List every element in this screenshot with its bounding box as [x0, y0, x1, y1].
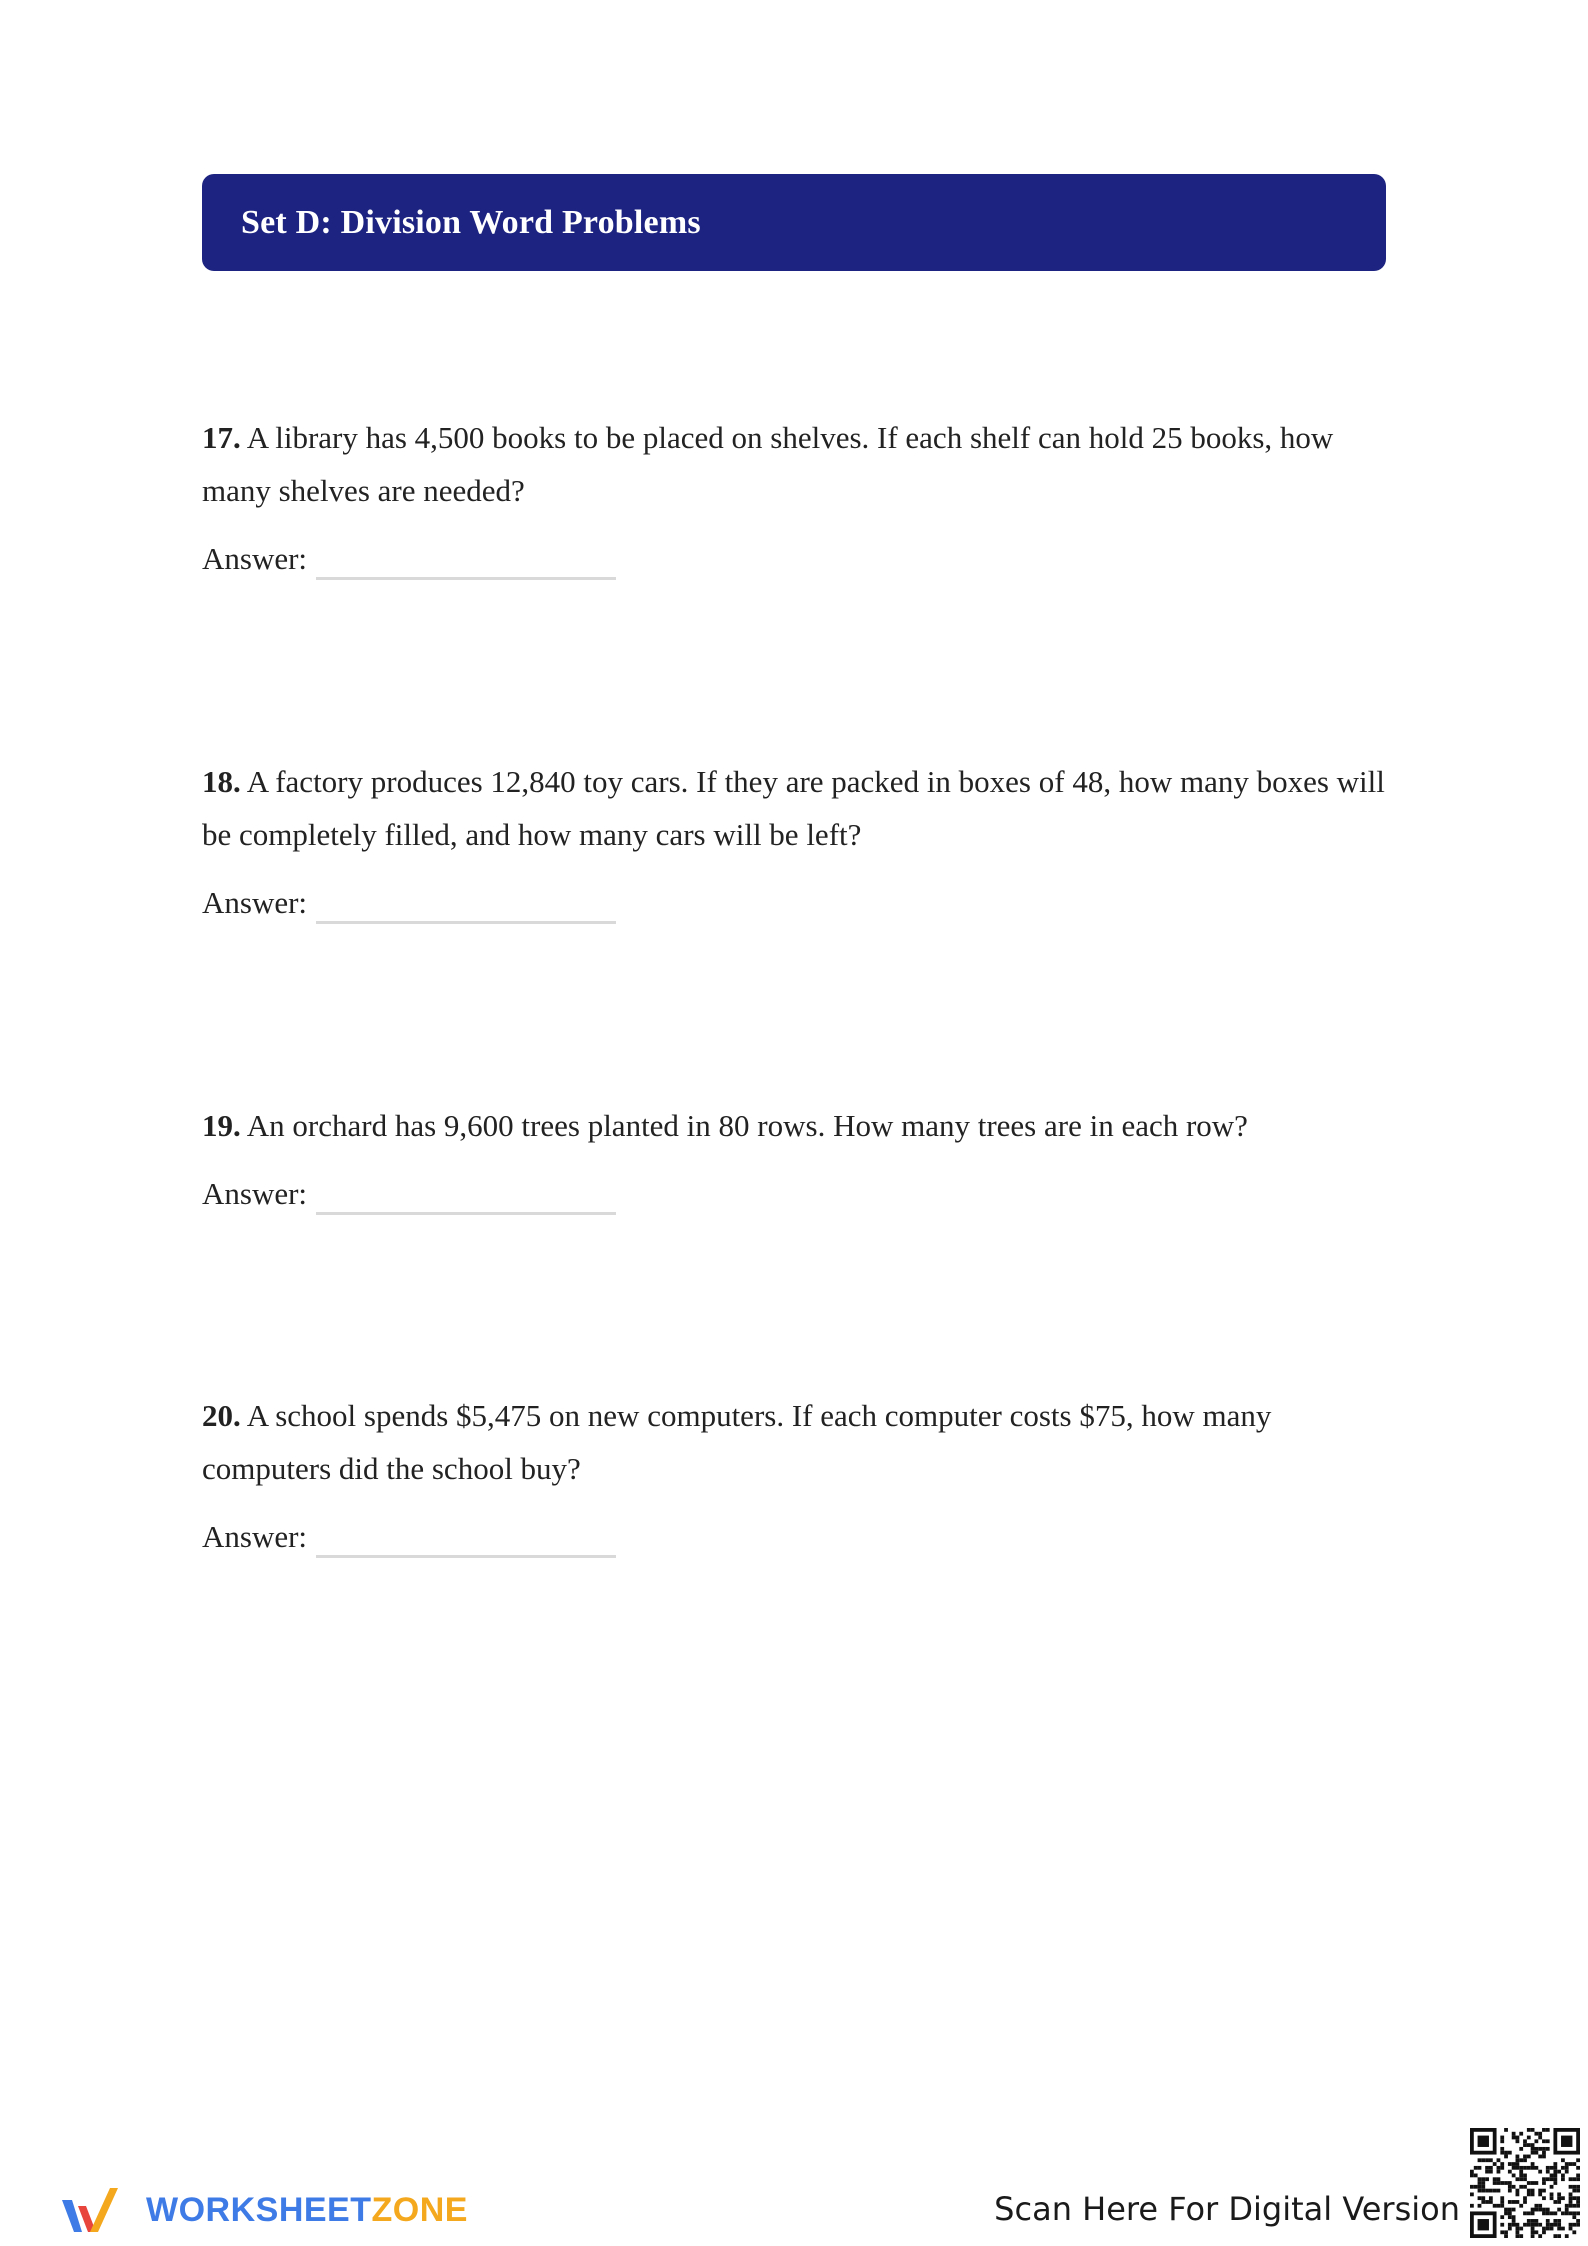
problem-17: [202, 411, 1386, 579]
scan-caption: Scan Here For Digital Version: [994, 2190, 1460, 2228]
answer-row: [202, 883, 1386, 923]
qr-code-icon[interactable]: [1470, 2128, 1580, 2238]
problem-question: A library has 4,500 books to be placed on shelves. If each shelf can hold 25 books, how many shelves are needed?: [202, 420, 1334, 508]
answer-blank[interactable]: [316, 921, 616, 924]
problem-number: 20.: [202, 1398, 241, 1433]
worksheetzone-logo[interactable]: [58, 2182, 468, 2238]
answer-row: [202, 1517, 1386, 1557]
answer-label: Answer:: [202, 1519, 308, 1554]
answer-row: [202, 539, 1386, 579]
problem-number: 19.: [202, 1108, 241, 1143]
problem-text: [202, 1099, 1386, 1152]
problem-number: 17.: [202, 420, 241, 455]
answer-blank[interactable]: [316, 1212, 616, 1215]
problem-number: 18.: [202, 764, 241, 799]
answer-blank[interactable]: [316, 1555, 616, 1558]
logo-text: WORKSHEETZONE: [146, 2190, 468, 2229]
problem-text: [202, 755, 1386, 861]
problem-19: [202, 1099, 1386, 1214]
problem-question: A factory produces 12,840 toy cars. If they are packed in boxes of 48, how many boxes will be completely filled, and how many cars will be left?: [202, 764, 1385, 852]
problem-text: [202, 1389, 1386, 1495]
logo-w-icon: [58, 2182, 138, 2238]
section-title: Set D: Division Word Problems: [241, 203, 701, 241]
problem-question: A school spends $5,475 on new computers. If each computer costs $75, how many computers did the school buy?: [202, 1398, 1272, 1486]
answer-label: Answer:: [202, 541, 308, 576]
answer-blank[interactable]: [316, 577, 616, 580]
problem-18: [202, 755, 1386, 923]
answer-row: [202, 1174, 1386, 1214]
problem-20: [202, 1389, 1386, 1557]
answer-label: Answer:: [202, 1176, 308, 1211]
section-header: [202, 174, 1386, 271]
problem-text: [202, 411, 1386, 517]
answer-label: Answer:: [202, 885, 308, 920]
problem-question: An orchard has 9,600 trees planted in 80 rows. How many trees are in each row?: [246, 1108, 1248, 1143]
